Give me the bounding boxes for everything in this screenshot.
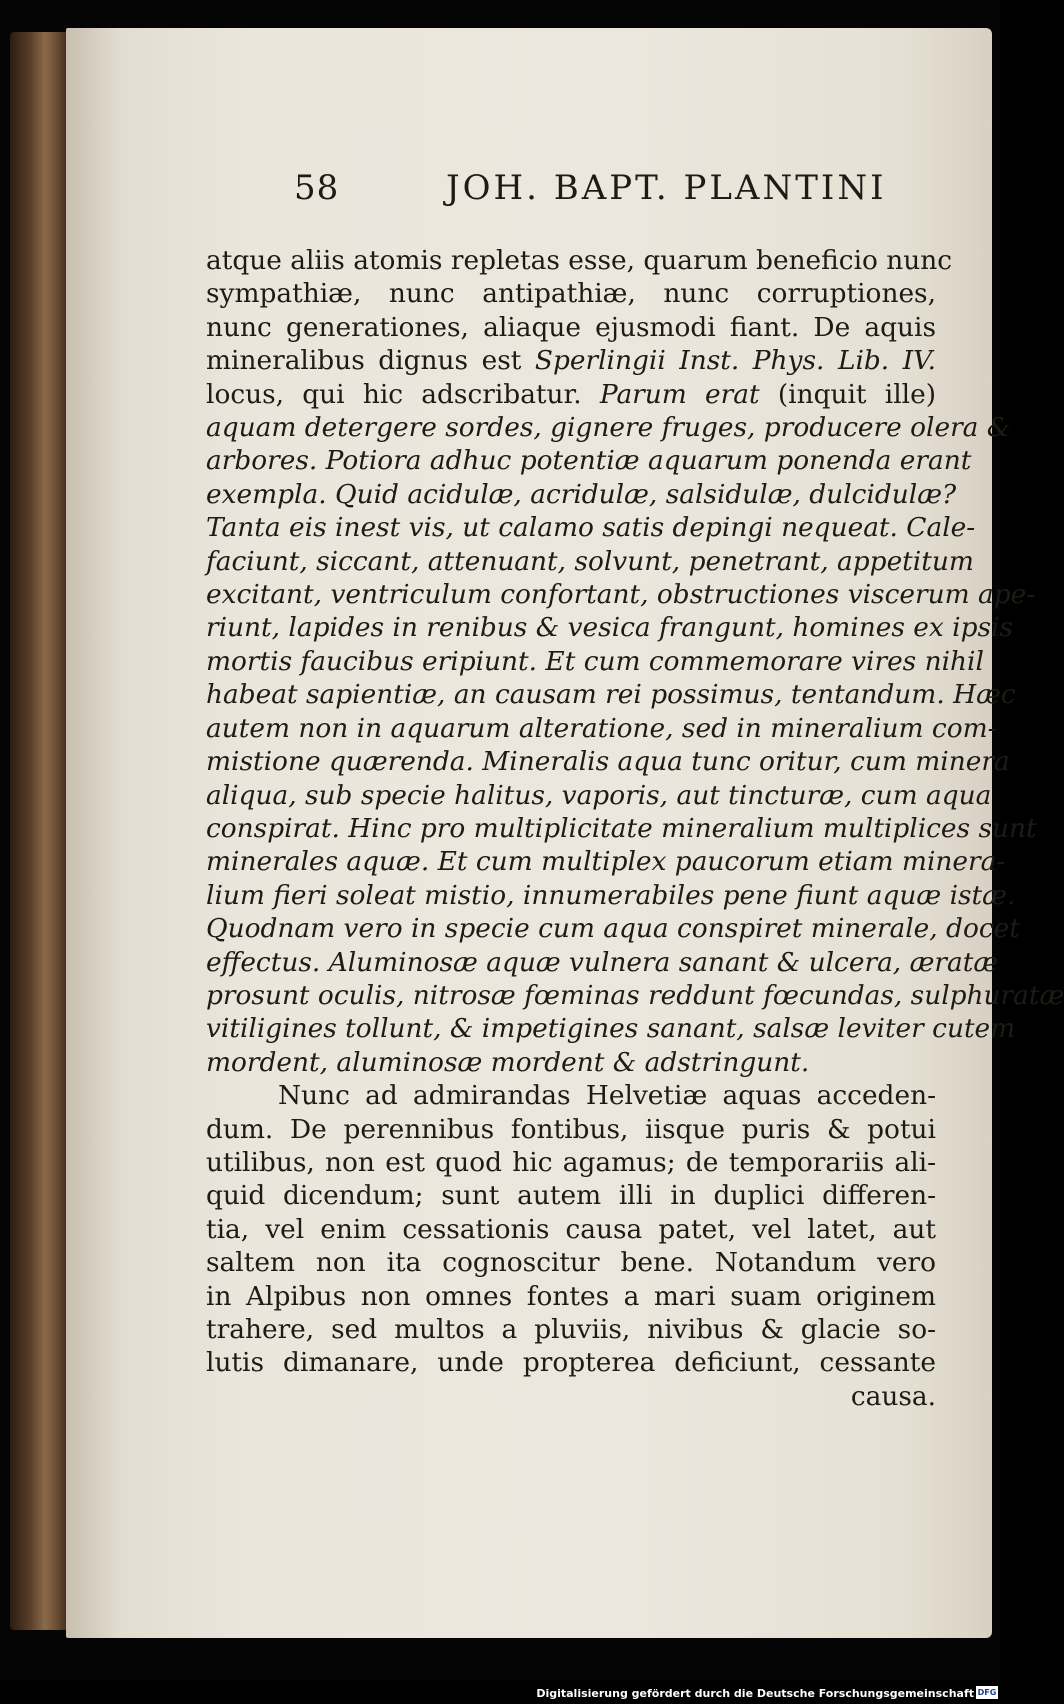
text-line: mistione quærenda. Mineralis aqua tunc oritur, cum minera [206, 746, 1010, 778]
dfg-logo: DFG [977, 1688, 997, 1697]
text-line: Nunc ad admirandas Helvetiæ aquas acceden- [278, 1080, 936, 1112]
digitization-credit: Digitalisierung gefördert durch die Deutsche Forschungsgemeinschaft [536, 1687, 974, 1700]
header-title: JOH. BAPT. PLANTINI [446, 168, 887, 208]
footer-bar [0, 1680, 1000, 1704]
text-line: Quodnam vero in specie cum aqua conspiret minerale, docet [206, 913, 1020, 945]
text-line: faciunt, siccant, attenuant, solvunt, penetrant, appetitum [206, 545, 974, 577]
body-text [206, 244, 1064, 1413]
text-line: conspirat. Hinc pro multiplicitate mineralium multiplices sunt [206, 812, 1037, 844]
text-line: utilibus, non est quod hic agamus; de temporariis ali- [206, 1146, 936, 1178]
text-line: aquam detergere sordes, gignere fruges, producere olera & [206, 412, 1011, 444]
book-spine-edge [10, 32, 68, 1630]
text-line: mineralibus dignus est Sperlingii Inst. Phys. Lib. IV. [206, 345, 936, 377]
text-line: vitiligines tollunt, & impetigines sanant, salsæ leviter cutem [206, 1013, 1016, 1045]
text-line: tia, vel enim cessationis causa patet, vel latet, aut [206, 1213, 936, 1245]
text-line: exempla. Quid acidulæ, acridulæ, salsidulæ, dulcidulæ? [206, 478, 957, 510]
text-line: arbores. Potiora adhuc potentiæ aquarum ponenda erant [206, 445, 972, 477]
text-line: habeat sapientiæ, an causam rei possimus, tentandum. Hæc [206, 679, 1016, 711]
text-line: dum. De perennibus fontibus, iisque puris & potui [206, 1113, 936, 1145]
text-line: effectus. Aluminosæ aquæ vulnera sanant & ulcera, æratæ [206, 946, 999, 978]
text-line: quid dicendum; sunt autem illi in duplici differen- [206, 1180, 936, 1212]
text-line: mortis faucibus eripiunt. Et cum commemorare vires nihil [206, 645, 984, 677]
running-head [206, 168, 1026, 216]
text-line: mordent, aluminosæ mordent & adstringunt. [206, 1046, 810, 1078]
text-line: autem non in aquarum alteratione, sed in mineralium com- [206, 712, 997, 744]
text-line: riunt, lapides in renibus & vesica frangunt, homines ex ipsis [206, 612, 1014, 644]
text-line: atque aliis atomis repletas esse, quarum beneficio nunc [206, 245, 953, 276]
text-line: aliqua, sub specie halitus, vaporis, aut tincturæ, cum aqua [206, 779, 992, 811]
text-line: causa. [850, 1380, 936, 1412]
text-line: saltem non ita cognoscitur bene. Notandum vero [206, 1247, 936, 1279]
text-line: sympathiæ, nunc antipathiæ, nunc corruptiones, [206, 278, 936, 310]
text-line: prosunt oculis, nitrosæ fœminas reddunt fœcundas, sulphuratæ [206, 979, 1064, 1011]
text-line: excitant, ventriculum confortant, obstructiones viscerum ape- [206, 579, 1036, 611]
book-page [66, 28, 1064, 1638]
text-line: nunc generationes, aliaque ejusmodi fiant. De aquis [206, 311, 936, 343]
page-number: 58 [294, 168, 340, 208]
text-line: minerales aquæ. Et cum multiplex paucorum etiam minera- [206, 846, 1006, 878]
text-line: in Alpibus non omnes fontes a mari suam originem [206, 1280, 936, 1312]
text-line: Tanta eis inest vis, ut calamo satis depingi nequeat. Cale- [206, 512, 976, 544]
text-line: lium fieri soleat mistio, innumerabiles pene fiunt aquæ istæ. [206, 879, 1016, 911]
page-content [206, 168, 1064, 1412]
text-line: trahere, sed multos a pluviis, nivibus & glacie so- [206, 1314, 936, 1345]
text-line: locus, qui hic adscribatur. Parum erat (inquit ille) [206, 378, 936, 410]
text-line: lutis dimanare, unde propterea deficiunt, cessante [206, 1347, 936, 1379]
